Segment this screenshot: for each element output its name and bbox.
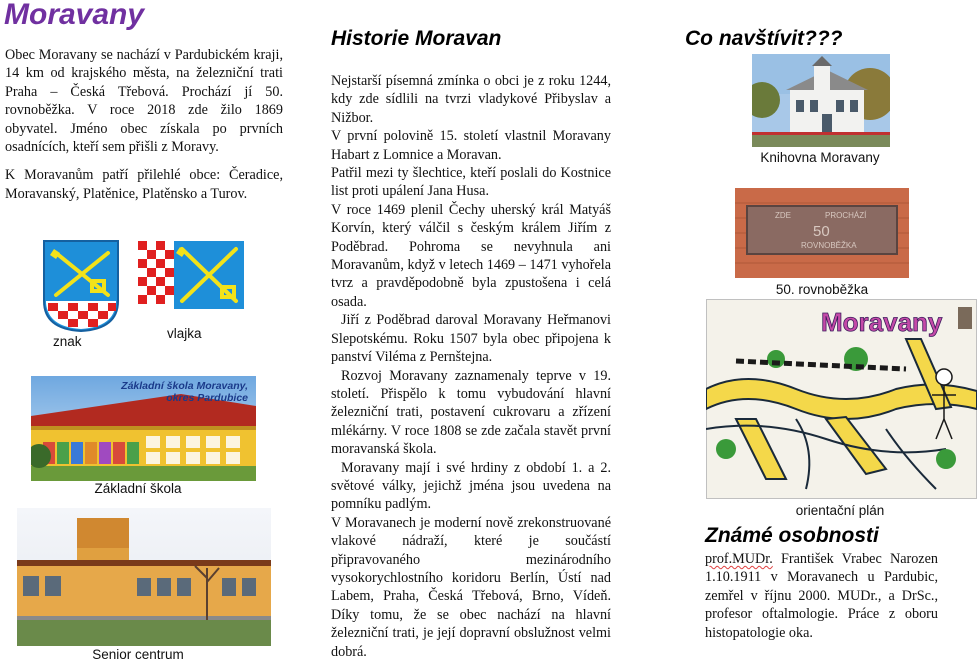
caption-knihovna: Knihovna Moravany [760,150,880,165]
history-paragraph: Patřil mezi ty šlechtice, kteří poslali do Kostnice list proti upálení Jana Husa. [331,165,611,200]
plaque-text-2: PROCHÁZÍ [825,211,867,220]
caption-plan: orientační plán [795,503,885,518]
personality-bio: František Vrabec Narozen 1.10.1911 v Moravanech u Pardubic, zemřel v říjnu 2000. MUDr., a DrSc., profesor oftalmologie. Práce z oboru histopatologie oka. [705,551,938,641]
history-paragraph: V roce 1469 plenil Čechy uherský král Matyáš Korvín, který válčil s českým králem Jiřím z Poděbrad. Pohroma se nevyhnula ani Moravanům, když v letech 1469 – 1471 vyhořela tvrz a pravděpodobně byla zpustošena i celá osada. [331,201,611,310]
history-paragraph: Jiří z Poděbrad daroval Moravany Heřmanovi Slepotskému. Roku 1507 byla obec připojena k panství Viléma z Pernštejna. [331,312,611,366]
school-overlay-line1: Základní škola Moravany, [121,380,248,392]
caption-senior: Senior centrum [92,647,184,662]
caption-znak: znak [53,334,82,349]
history-paragraph: V první polovině 15. století vlastnil Moravany Habart z Lomnice a Moravan. [331,128,611,163]
flag-image [138,241,244,309]
page-title: Moravany [4,0,145,31]
school-overlay-line2: okres Pardubice [166,392,248,404]
history-paragraph: Rozvoj Moravany zaznamenaly teprve v 19. století. Přispělo k tomu vybudování hlavní železniční trati, postavení cukrovaru a zřízení mlékárny. V roce 1808 se zde začala stavět první moravanská škola. [331,367,611,458]
plaque-text-1: ZDE [775,211,791,220]
personality-title: prof.MUDr. [705,551,773,567]
map-title: Moravany [821,307,943,337]
history-paragraph: V Moravanech je moderní nově zrekonstruované vlakové nádraží, které je součástí připravovaného mezinárodního vysokorychlostního koridoru Berlín, Ústí nad Labem, Praha, Česká Třebová, Brno, Vídeň. Díky tomu, že se obec nachází na hlavní železniční trati, je její dopravní obslužnost velmi dobrá. [331,514,611,660]
library-photo [752,54,890,147]
history-heading: Historie Moravan [331,27,502,50]
villages-paragraph: K Moravanům patří přilehlé obce: Čeradice, Moravanský, Platěnice, Platěnsko a Turov. [5,167,283,202]
visit-heading: Co navštívit??? [685,27,843,50]
caption-skola: Základní škola [94,481,182,496]
senior-centre-photo [17,508,271,646]
caption-vlajka: vlajka [167,326,202,341]
history-paragraph: Moravany mají i své hrdiny z období 1. a 2. světové války, jejichž jména jsou uvedena na pomníku padlým. [331,459,611,513]
parallel-plaque-photo [735,188,909,278]
caption-rovnobezka: 50. rovnoběžka [775,282,869,297]
personality-text [705,550,938,642]
personalities-heading: Známé osobnosti [705,524,879,547]
school-photo-overlay [120,380,248,404]
plaque-text-4: ROVNOBĚŽKA [801,241,857,250]
history-text [331,72,611,661]
orientation-map [706,299,977,499]
history-paragraph: Nejstarší písemná zmínka o obci je z roku 1244, kdy zde sídlili na tvrzi vladykové Přibyslav a Nižbor. [331,73,611,126]
plaque-text-3: 50 [813,223,830,240]
intro-paragraph: Obec Moravany se nachází v Pardubickém kraji, 14 km od krajského města, na železniční trati Praha – Česká Třebová. Prochází jí 50. rovnoběžka. V roce 2018 zde žilo 1869 obyvatel. Jméno obec získala po prvních osadnících, kteří sem přišli z Moravy. [5,47,283,156]
coat-of-arms-image [42,239,120,333]
intro-text [5,46,283,203]
